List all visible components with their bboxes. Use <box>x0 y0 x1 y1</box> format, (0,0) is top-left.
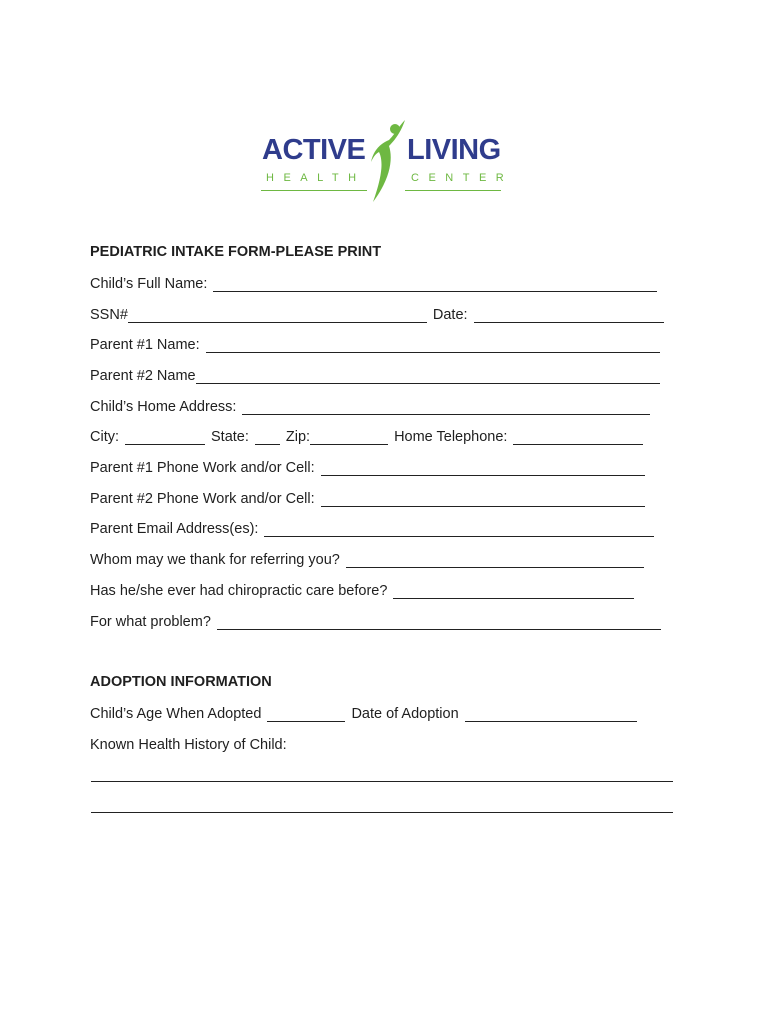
adoption-age-field[interactable] <box>267 720 345 722</box>
health-history-label: Known Health History of Child: <box>90 736 287 753</box>
parent1-name-label: Parent #1 Name: <box>90 336 200 353</box>
parent2-phone-row <box>90 487 645 509</box>
chiro-label: Has he/she ever had chiropractic care before? <box>90 582 388 599</box>
parent1-name-row <box>90 333 660 355</box>
email-label: Parent Email Address(es): <box>90 520 259 537</box>
ssn-field[interactable] <box>128 321 427 323</box>
home-address-field[interactable] <box>242 413 650 415</box>
problem-label: For what problem? <box>90 613 211 630</box>
parent2-phone-label: Parent #2 Phone Work and/or Cell: <box>90 490 315 507</box>
parent1-phone-label: Parent #1 Phone Work and/or Cell: <box>90 459 315 476</box>
adoption-date-label: Date of Adoption <box>351 705 459 722</box>
child-name-field[interactable] <box>213 290 657 292</box>
city-field[interactable] <box>125 443 205 445</box>
problem-field[interactable] <box>217 628 661 630</box>
ssn-label: SSN# <box>90 306 128 323</box>
health-history-row <box>90 733 287 755</box>
zip-label: Zip: <box>285 428 311 445</box>
child-name-row <box>90 272 657 294</box>
parent2-name-label: Parent #2 Name <box>90 367 196 384</box>
parent2-name-row <box>90 364 660 386</box>
home-address-row <box>90 395 650 417</box>
logo-sub-center: CENTER <box>411 172 514 184</box>
home-phone-label: Home Telephone: <box>394 428 508 445</box>
parent1-phone-row <box>90 456 645 478</box>
referral-row <box>90 548 644 570</box>
referral-label: Whom may we thank for referring you? <box>90 551 340 568</box>
logo-rule-right <box>405 190 501 191</box>
email-field[interactable] <box>264 535 654 537</box>
date-label: Date: <box>432 306 468 323</box>
state-field[interactable] <box>255 443 280 445</box>
state-label: State: <box>211 428 249 445</box>
health-history-line-2[interactable] <box>91 812 673 813</box>
logo-rule-left <box>261 190 367 191</box>
parent1-name-field[interactable] <box>206 351 660 353</box>
date-field[interactable] <box>474 321 664 323</box>
parent1-phone-field[interactable] <box>321 474 645 476</box>
city-state-zip-row <box>90 425 643 447</box>
adoption-age-label: Child’s Age When Adopted <box>90 705 262 722</box>
adoption-age-row <box>90 702 637 724</box>
logo-sub-health: HEALTH <box>266 172 366 184</box>
chiro-row <box>90 579 634 601</box>
adoption-title: ADOPTION INFORMATION <box>90 674 272 690</box>
chiro-field[interactable] <box>393 597 634 599</box>
zip-field[interactable] <box>310 443 388 445</box>
home-phone-field[interactable] <box>513 443 643 445</box>
running-figure-icon <box>365 114 411 210</box>
health-history-line-1[interactable] <box>91 781 673 782</box>
logo-word-active: ACTIVE <box>262 134 366 166</box>
parent2-name-field[interactable] <box>196 382 660 384</box>
email-row <box>90 517 654 539</box>
city-label: City: <box>90 428 119 445</box>
home-address-label: Child’s Home Address: <box>90 398 237 415</box>
referral-field[interactable] <box>346 566 644 568</box>
child-name-label: Child’s Full Name: <box>90 275 208 292</box>
active-living-logo <box>255 114 514 210</box>
ssn-date-row <box>90 303 664 325</box>
form-title: PEDIATRIC INTAKE FORM-PLEASE PRINT <box>90 244 382 260</box>
logo-word-living: LIVING <box>407 134 501 166</box>
adoption-date-field[interactable] <box>465 720 637 722</box>
problem-row <box>90 610 661 632</box>
parent2-phone-field[interactable] <box>321 505 645 507</box>
